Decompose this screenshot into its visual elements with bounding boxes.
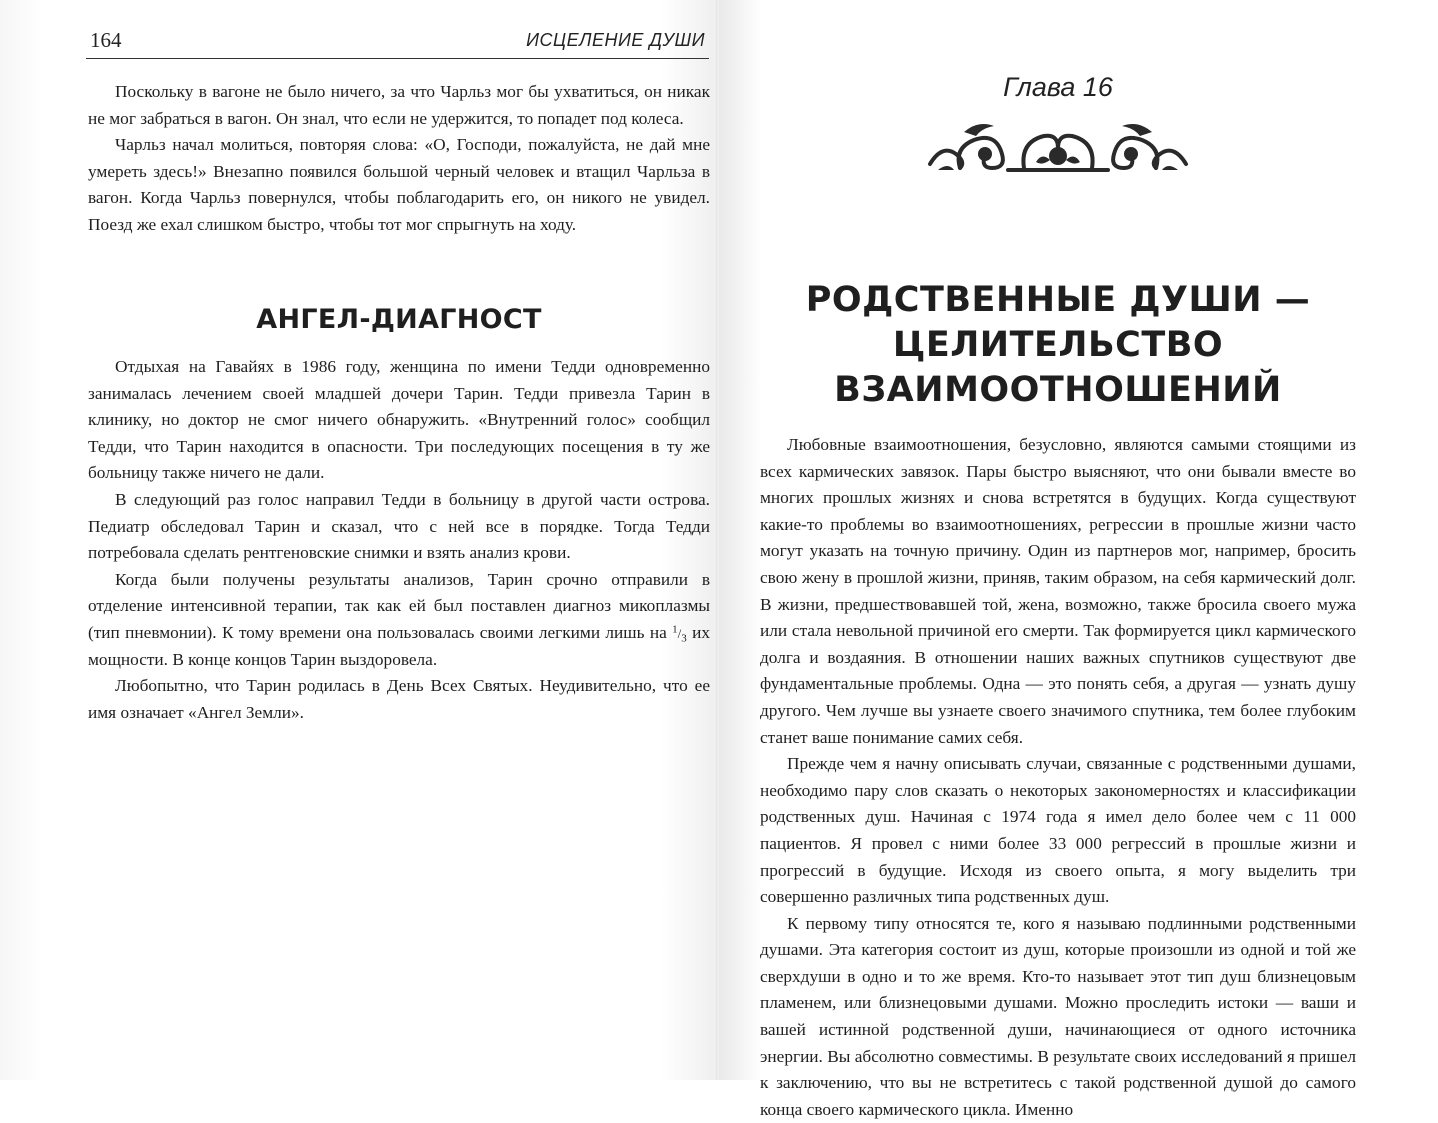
- floral-ornament-icon: [924, 118, 1192, 176]
- paragraph: Отдыхая на Гавайях в 1986 году, женщина по имени Тедди одновременно занималась лечением своей младшей дочери Тарин. Тедди привезла Тарин в клинику, но доктор не смог ничего обнаружить. «Внутренний голос» сообщил Тедди, что Тарин находится в опасности. Три последующих посещения в ту же больницу также ничего не дали.: [88, 357, 710, 483]
- section-text: [88, 354, 710, 726]
- paragraph: Любовные взаимоотношения, безусловно, являются самыми стоящими из всех кармических завязок. Пары быстро выясняют, что они бывали вместе во многих прошлых жизнях и снова встретятся в будущих. Когда существуют какие-то проблемы во взаимоотношениях, регрессии в прошлые жизни часто могут указать на точную причину. Один из партнеров мог, например, бросить свою жену в прошлой жизни, приняв, таким образом, на себя кармический долг. В жизни, предшествовавшей той, жена, возможно, также бросила своего мужа или стала невольной причиной его смерти. Так формируется цикл кармического долга и воздаяния. В отношении наших важных спутников существуют две фундаментальные проблемы. Одна — это понять себя, а другая — узнать душу другого. Чем лучше вы узнаете своего значимого спутника, тем более глубоким станет ваше понимание самих себя.: [760, 435, 1356, 747]
- chapter-title-line: ЦЕЛИТЕЛЬСТВО: [892, 325, 1224, 365]
- paragraph: [88, 567, 710, 673]
- paragraph: Прежде чем я начну описывать случаи, связанные с родственными душами, необходимо пару слов сказать о некоторых закономерностях и классификации родственных душ. Начиная с 1974 года я имел дело более чем с 11 000 пациентов. Я провел с ними более 33 000 регрессий в прошлые жизни и прогрессий в будущие. Исходя из своего опыта, я могу выделить три совершенно различных типа родственных душ.: [760, 754, 1356, 907]
- fraction: $^1/_3$: [672, 623, 687, 645]
- running-title: ИСЦЕЛЕНИЕ ДУШИ: [526, 30, 705, 50]
- chapter-text: [760, 432, 1356, 1123]
- paragraph: Поскольку в вагоне не было ничего, за что Чарльз мог бы ухватиться, он никак не мог забраться в вагон. Он знал, что если не удержится, то попадет под колеса.: [88, 82, 710, 128]
- paragraph: Любопытно, что Тарин родилась в День Всех Святых. Неудивительно, что ее имя означает «Ангел Земли».: [88, 676, 710, 722]
- fraction-numerator: 1: [672, 623, 678, 636]
- paragraph: К первому типу относятся те, кого я называю подлинными родственными душами. Эта категория состоит из душ, которые произошли из одной и той же сверхдуши в одно и то же время. Кто-то называет этот тип душ близнецовым пламенем, или близнецовыми душами. Можно проследить истоки — ваши и вашей истинной родственной души, начинающиеся от одного источника энергии. Вы абсолютно совместимы. В результате своих исследований я пришел к заключению, что вы не встретитесь с такой родственной душой до самого конца своего кармического цикла. Именно: [760, 913, 1356, 1119]
- chapter-title: [760, 278, 1356, 413]
- chapter-title-line: ВЗАИМООТНОШЕНИЙ: [834, 370, 1282, 410]
- intro-text: [88, 79, 710, 239]
- paragraph: В следующий раз голос направил Тедди в больницу в другой части острова. Педиатр обследовал Тарин и сказал, что с ней все в порядке. Тогда Тедди потребовала сделать рентгеновские снимки и взять анализ крови.: [88, 489, 710, 563]
- chapter-label: Глава 16: [1003, 72, 1113, 102]
- paragraph: Чарльз начал молиться, повторяя слова: «О, Господи, пожалуйста, не дай мне умереть здесь!» Внезапно появился большой черный человек и втащил Чарльза в вагон. Когда Чарльз повернулся, чтобы поблагодарить его, он никого не увидел. Поезд же ехал слишком быстро, чтобы тот мог спрыгнуть на ходу.: [88, 135, 710, 234]
- left-page: [0, 0, 719, 1080]
- page-number: 164: [90, 28, 122, 52]
- paragraph-text: их мощности. В конце концов Тарин выздоровела.: [88, 622, 710, 669]
- chapter-title-line: РОДСТВЕННЫЕ ДУШИ —: [805, 280, 1311, 320]
- running-header: [86, 24, 709, 59]
- fraction-denominator: 3: [681, 632, 687, 645]
- section-heading: АНГЕЛ-ДИАГНОСТ: [256, 304, 542, 335]
- paragraph-text: Когда были получены результаты анализов, Тарин срочно отправили в отделение интенсивной терапии, так как ей был поставлен диагноз микоплазмы (тип пневмонии). К тому времени она пользовалась своими легкими лишь на: [88, 569, 710, 642]
